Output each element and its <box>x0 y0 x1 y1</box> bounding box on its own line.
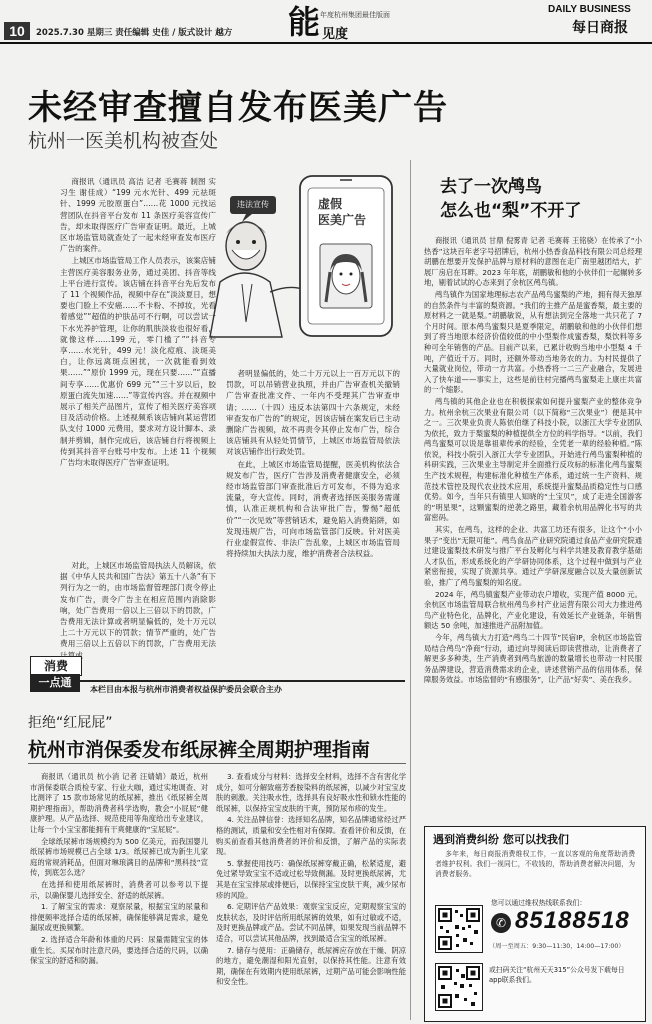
article1-paragraph: 者明显偏低的，处二十万元以上一百万元以下的罚款，可以吊销营业执照，并由广告审查机关撤销广告审查批准文件、一年内不受理其广告审查申请；……（十四）违反本法第四十六条规定，未经审查发布广告的”的规定，因该店铺在案发后已主动删除广告视频，故不再责令其停止发布广告，综合该店铺具有从轻处罚情节，上城区市场监管局依法对该店铺作出行政处罚。 <box>226 369 400 457</box>
article3-title: 杭州市消保委发布纸尿裤全周期护理指南 <box>28 739 371 761</box>
date-line: 2025.7.30 星期三 责任编辑 史佳 / 版式设计 越方 <box>36 28 233 38</box>
article1-paragraph: 商报讯（通讯员 高洁 记者 毛赛蒋 制图 实习生 谢佳成）“199 元水光针、499 元祛斑针、1999 元胶原蛋白”……花 1000 元找运营团队在抖音平台发布 11 条医疗美容宣传广告，却未取得医疗广告审查证明。最近，上城区市场监管局就查处了一起未经审查发布医疗广告的案件。 <box>60 177 216 254</box>
article1-illustration <box>190 172 400 340</box>
article1-paragraph: 在此，上城区市场监管局提醒，医美机构依法合规发布广告，医疗广告涉及消费者健康安全，必须经市场监管部门审查批准后方可发布，不得为追求流量，夸大宣传。同时，消费者选择医美服务需谨慎，认准正规机构和合法审批广告，警惕“超低价”“一次见效”等营销话术，避免陷入消费陷阱，如发现违规广告，可向市场监管部门反映。针对医美行业虚假宣传、非法广告乱象，上城区市场监管局将持续加大执法力度，维护消费者合法权益。 <box>226 459 400 559</box>
article3-paragraph: 全球纸尿裤市场规模约为 500 亿美元，而我国婴儿纸尿裤市场规模已占全球 1/3。纸尿裤已成为新生儿家庭的常规消耗品，但面对琳琅满目的品牌和“黑科技”宣传，到底怎么选？ <box>30 836 208 878</box>
help-box <box>424 826 646 1022</box>
help-box-title: 遇到消费纠纷 您可以找我们 <box>433 833 569 846</box>
article3-paragraph: 1. 了解宝宝的需求：观察尿量，根据宝宝的尿量和排便频率选择合适的纸尿裤，确保能够满足需求，避免漏尿或更换频繁。 <box>30 902 208 933</box>
article1-subtitle: 杭州一医美机构被查处 <box>28 130 219 152</box>
brand-cn: 每日商报 <box>572 20 628 36</box>
page-number-box <box>4 22 30 40</box>
article3-paragraph: 6. 定期评估产品效果：观察宝宝反应，定期观察宝宝的皮肤状态，及时评估所用纸尿裤的效果，如有过敏或不适，及时更换品牌或产品。尝试不同品牌，如果发现当前品牌不适合，可以尝试其他品牌，找到最适合宝宝的纸尿裤。 <box>216 902 406 943</box>
article2-paragraph: 2024 年，鸬鸟镇蜜梨产业带动农户增收，实现产值 8000 元。余杭区市场监管局联合杭州鸬鸟乡村产业运营有限公司大力推进鸬鸟产业特色化，品牌化，产业化建设，有效延长产业链条，年销售额达 50 余吨，加速推进产品附加值。 <box>424 589 642 631</box>
article2-paragraph: 鸬鸟镇作为国家地理标志农产品鸬鸟蜜梨的产地，拥有得天独厚的自然条件与丰富的梨资源。“我们的主推产品是蜜香梨，最主要的原材料之一就是梨。”胡鹏敏说，从有想法到完全落地一共只花了 7 个月时间。原本鸬鸟蜜梨只是夏季限定，胡鹏敏和他的小伙伴们想到了将当地原本经济价值较低的中小型梨作成蜜香梨，梨饮料等多种可全年销售的产品。目前产以来，已累计收购当地中小型梨 4 千吨，产值近千万。同时，还额外带动当地务农的力。为村民提供了大量就业岗位，带动一方共富。小热香将一二三产业融合，发展进入了快车道——事实上，这些是前往村完播鸬鸟蜜梨走上康庄共富的一个缩影。 <box>424 289 645 395</box>
article3-column-a <box>30 772 208 1020</box>
article2-paragraph: 商报讯（通讯员 甘鼎 倪雾青 记者 毛赛蒋 王铭骁）在传承了“小热香”这块百年老字号招牌后，杭州小热香食品科技有限公司总经理胡鹏在想要开发保护品牌与原材料的意图在走广南里越团结大，扩展厂房启在耳畔。2023 年年底，胡鹏敏和他的小伙伴们一起辗转多地，剔着试试的心态来到了余杭区鸬鸟镇。 <box>424 236 642 288</box>
article3-paragraph: 7. 储存与使用：正确储存，纸尿裤应存放在干燥、阴凉的地方，避免潮湿和阳光直射，以保持其性能。注意有效期，确保在有效期内使用纸尿裤，过期产品可能会影响性能和安全性。 <box>216 945 406 987</box>
article1-title: 未经审查擅自发布医美广告 <box>28 88 448 128</box>
section-tagline: 年度杭州集团最佳版面 <box>320 11 390 19</box>
article2-paragraph: 今年，鸬鸟镇大力打造“鸬鸟二十四节”民宿IP，余杭区市场监管局结合鸬鸟“净商”行动，通过向导阅读后即读营推动，让消费者了解更多多种类，生产消费者到鸬鸟旅游的数量增长也带动一村民服务品牌建设，营造消费需求的企业，讲述营销产品的信用体系，保障服务效益。市场监督的“有感服务”，让产品“好卖”、美在我乡。 <box>424 632 642 685</box>
column-divider <box>410 160 411 1020</box>
article3-paragraph: 5. 掌握使用技巧：确保纸尿裤穿戴正确，松紧适度，避免过紧导致宝宝不适或过松导致侧漏。及时更换纸尿裤，尤其是在宝宝排尿或排便后，以保持宝宝皮肤干爽，减少尿布疹的风险。 <box>216 858 406 900</box>
consumer-badge-top: 消费 <box>30 656 82 676</box>
article3-title-rule <box>28 763 406 764</box>
article3-kicker: 拒绝“红屁屁” <box>28 715 113 731</box>
brand-en: DAILY BUSINESS <box>548 4 631 15</box>
hotline-icon: ✆ <box>491 913 511 933</box>
masthead-rule <box>0 42 652 44</box>
help-box-scan-text: 您可以通过维权热线联系我们： <box>491 899 587 907</box>
wechat-qr-code-icon[interactable] <box>435 963 483 1011</box>
article1-column-a-lower <box>60 560 216 656</box>
page-number: 10 <box>9 23 25 39</box>
article2-body <box>424 236 645 806</box>
article3-paragraph: 3. 查看成分与材料：选择安全材料，选择不含有害化学成分，如可分解致癌芳香胺染料的纸尿裤，以减少对宝宝皮肤的刺激。关注吸水性，选择具有良好吸水性和锁水性能的纸尿裤，以保持宝宝皮肤的干爽，预防尿布疹的发生。 <box>216 772 406 813</box>
article1-column-a <box>60 176 216 590</box>
article3-paragraph: 商报讯（通讯员 杭小消 记者 汪婧婧）最近，杭州市消保委联合质检专家、行业大咖，通过实地调查、对比测评了 15 款市场常见的纸尿裤，推出《纸尿裤全周期护理指南》，帮助消费者科学选购，教会“小屁屁”健康护理。从产品选择、规范使用等角度给出专业建议，让每一个小宝宝都能拥有干爽健康的“宝屁屁”。 <box>30 772 208 834</box>
hotline-hours: （周一至周五：9:30—11:30，14:00—17:00） <box>489 943 625 950</box>
consumer-badge <box>30 656 86 692</box>
hotline-number[interactable]: 85188518 <box>515 907 630 934</box>
article1-paragraph: 对此，上城区市场监管局执法人员解读，依据《中华人民共和国广告法》第五十八条“有下列行为之一的，由市场监督管理部门责令停止发布广告，责令广告主在相应范围内消除影响，处广告费用一倍以上三倍以下的罚款，广告费用无法计算或者明显偏低的，处十万元以上二十万元以下的罚款；情节严重的，处广告费用三倍以上五倍以下的罚款，广告费用无法 <box>60 561 216 649</box>
section-char: 能 <box>288 3 321 41</box>
consumer-banner-text: 本栏目由本报与杭州市消费者权益保护委员会联合主办 <box>90 685 282 694</box>
article1-column-b <box>226 368 400 658</box>
bubble-text: 违法宣传 <box>237 200 269 209</box>
article3-paragraph: 4. 关注品牌信誉：选择知名品牌，知名品牌通常经过严格的测试，质量和安全性相对有保障。查看评价和反馈，在购买前查看其他消费者的评价和反馈，了解产品的实际表现。 <box>216 815 406 857</box>
article2-paragraph: 鸬鸟镇的其他企业也在积极探索如何提升蜜梨产业的整体竞争力。杭州余杭三次果业有限公司（以下简称“三次果业”）便是其中之一。三次果业负责人陈依伯继了科技小院，以浙江大学专业团队为依托，致力于梨蜜梨的种植提供全方位的科学指导。“以前，我们鸬鸟蜜梨可以说是靠祖辈传承的经验，全凭老一辈的经验种植。”陈依说，科技小院引入浙江大学专业团队，开始进行鸬鸟蜜梨种植的科研实践，三次果业主导制定并全面推行反攻标的标准化鸬鸟蜜梨生产技术规程，构建标准化种植生产体系，通过统一生产资料、规范技术管控及现代农业技术应用，系统提升蜜梨品质稳定性与口感优势。如今，当年只有镇里人知晓的“土宝贝”，成了走进全国游客的“明星果”，这颗蜜梨的逆袭之路里，藏着余杭用品牌化书写的共富密码。 <box>424 396 642 523</box>
qr-code-icon[interactable] <box>435 905 483 953</box>
wechat-text: 或扫码关注“杭州天天315”公众号发下载每日app联系我们。 <box>489 966 625 984</box>
phone-screen-text: 虚假 医美广告 <box>318 197 367 227</box>
article3-column-b <box>216 772 406 1020</box>
consumer-badge-bottom: 一点通 <box>30 674 80 692</box>
consumer-banner-rule <box>30 680 405 682</box>
help-box-description: 多年来，每日商报消费维权工作，一直以客观的角度帮助消费者维护权利。我们一视同仁，不收钱的，帮助消费者解决问题，为消费者服务。 <box>435 850 635 878</box>
section-name: 见度 <box>322 27 349 42</box>
article3-paragraph: 2. 选择适合年龄和体重的尺码：尿量需随宝宝的体重生长。买尿布时注意尺码，要选择合适的尺码，以确保宝宝的舒适和防漏。 <box>30 934 208 966</box>
article3-paragraph: 在选择和使用纸尿裤时，消费者可以参考以下提示，以确保婴儿选择安全、舒适的纸尿裤。 <box>30 879 208 900</box>
article1-paragraph: 上城区市场监管局工作人员表示，该案店铺主营医疗美容服务业务，通过美团、抖音等线上平台进行宣传。该店铺在抖音平台先后发布了 11 个视频作品，视频中存在“淡淡夏日，想要也门脸上不安癌……不卡粉、不掉妆，光看着感觉”“超值的护肤品可不行啊，可以尝试一下水光养护管理，让你的肌肤淡妆也很好看，就像这样……199 元，零门槛了”“抖音专享……水光针，499 元！淡化痘痕、淡斑美白，让你远离斑点困扰，一次就能看到效果……”“原价 1999 元，现在只要……”“直播间专享……优惠价 699 元”“三十岁以后，胶原蛋白流失加速……”等宣传内容。并在视频中展示了相关产品图片，宣传了相关医疗美容项目及活动价格。上述视频系该店铺向某运营团队支付 1000 元费用，要求对方设计脚本、录制并剪辑，制作完成后，该店铺自行将视频上传到其抖音平台账号中发布。上述 11 个视频广告均未取得医疗广告审查证明。 <box>60 256 216 468</box>
article2-paragraph: 其实，在鸬鸟，这样的企业、共富工坊还有很多，让这个“小小果子”变出“无限可能”。鸬鸟食品产业研究院通过食品产业研究院通过建设蜜梨技术研发与推广平台及孵化与科学共建及教育教学基础人才队伍，形成系统化的产学研协同体系，这个过程中做到与产业紧密衔接，实现了资源共享。通过产学研深度融合以及大量创新试验，推广了鸬鸟蜜梨的知名度。 <box>424 525 642 587</box>
article2-title: 去了一次鸬鸟 怎么也“梨”不开了 <box>440 177 582 221</box>
